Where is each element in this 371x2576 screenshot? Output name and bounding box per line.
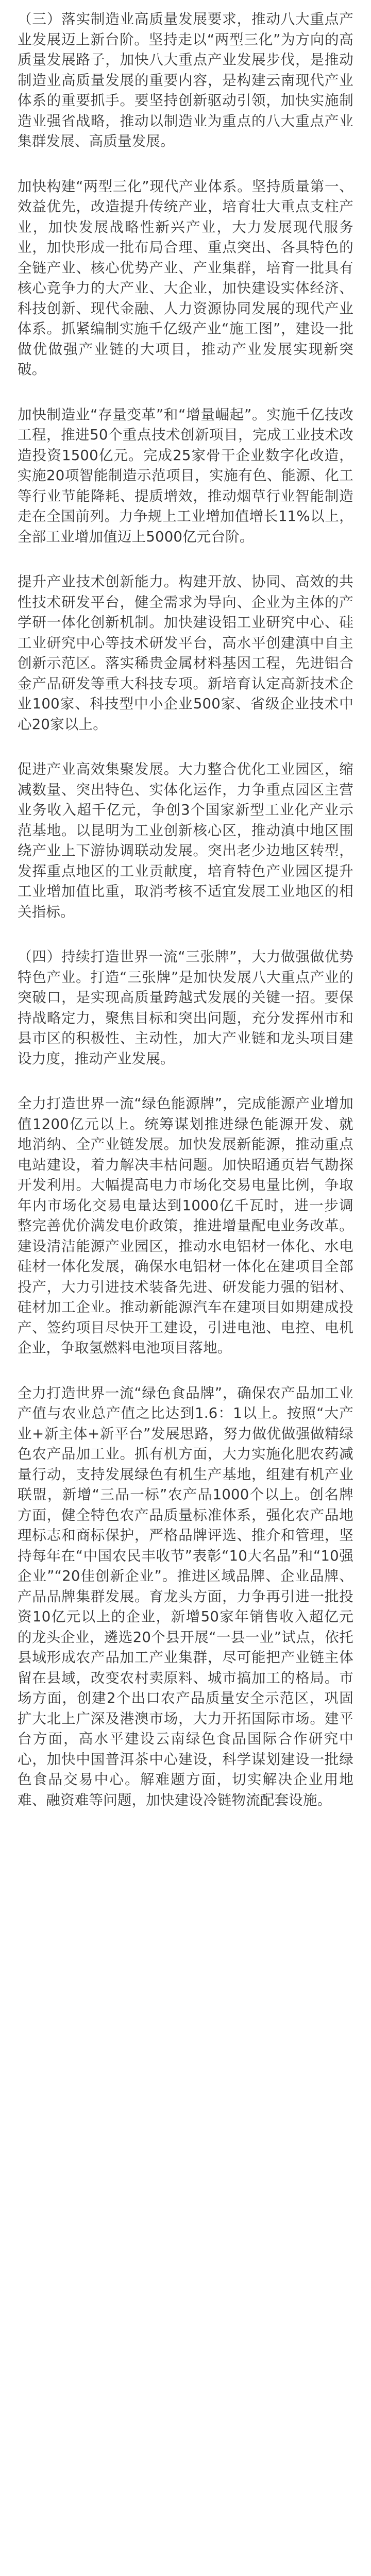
- paragraph-tech-innovation: 提升产业技术创新能力。构建开放、协同、高效的共性技术研发平台，健全需求为导向、企业为主体的产学研一体化创新机制。加快建设铝工业研究中心、硅工业研究中心等技术研发平台，高水平创建滇中自主创新示范区。落实稀贵金属材料基因工程，先进铝合金产品研发等重大科技专项。新培育认定高新技术企业100家、科技型中小企业500家、省级企业技术中心20家以上。: [18, 573, 353, 733]
- paragraph-section-4: （四）持续打造世界一流“三张牌”，大力做强做优势特色产业。打造“三张牌”是加快发展八大重点产业的突破口，是实现高质量跨越式发展的关键一招。要保持战略定力，聚焦目标和突出问题，充分发挥州市和县市区的积极性、主动性，加大产业链和龙头项目建设力度，推动产业发展。: [18, 948, 353, 1067]
- paragraph-modern-industry-system: 加快构建“两型三化”现代产业体系。坚持质量第一、效益优先，改造提升传统产业，培育壮大重点支柱产业，加快发展战略性新兴产业，大力发展现代服务业，加快形成一批布局合理、重点突出、各具特色的全链产业、核心优势产业、产业集群，培育一批具有核心竞争力的大产业、大企业，加快建设实体经济、科技创新、现代金融、人力资源协同发展的现代产业体系。抓紧编制实施千亿级产业“施工图”，建设一批做优做强产业链的大项目，推动产业发展实现新突破。: [18, 178, 353, 378]
- paragraph-green-energy: 全力打造世界一流“绿色能源牌”，完成能源产业增加值1200亿元以上。统筹谋划推进绿色能源开发、就地消纳、全产业链发展。加快发展新能源，推动重点电站建设，着力解决丰枯问题。加快昭通页岩气勘探开发利用。大幅提高电力市场化交易电量比例，争取年内市场化交易电量达到1000亿千瓦时，进一步调整完善优价满发电价政策，推进增量配电业务改革。建设清洁能源产业园区，推动水电铝材一体化、水电硅材一体化发展，确保水电铝材一体化在建项目全部投产，大力引进技术装备先进、研发能力强的铝材、硅材加工企业。推动新能源汽车在建项目如期建成投产、签约项目尽快开工建设，引进电池、电控、电机企业，争取氢燃料电池项目落地。: [18, 1095, 353, 1356]
- paragraph-manufacturing-transformation: 加快制造业“存量变革”和“增量崛起”。实施千亿技改工程，推进50个重点技术创新项目，完成工业技术改造投资1500亿元。完成25家骨干企业数字化改造，实施20项智能制造示范项目，实施有色、能源、化工等行业节能降耗、提质增效，推动烟草行业智能制造走在全国前列。力争规上工业增加值增长11%以上，全部工业增加值迈上5000亿元台阶。: [18, 406, 353, 545]
- paragraph-industry-clustering: 促进产业高效集聚发展。大力整合优化工业园区，缩减数量、突出特色、实体化运作，力争重点园区主营业务收入超千亿元，争创3个国家新型工业化产业示范基地。以昆明为工业创新核心区，推动滇中地区围绕产业上下游协调联动发展。突出老少边地区转型，发挥重点地区的工业贡献度，培育特色产业园区提升工业增加值比重，取消考核不适宜发展工业地区的相关指标。: [18, 761, 353, 920]
- paragraph-green-food: 全力打造世界一流“绿色食品牌”，确保农产品加工业产值与农业总产值之比达到1.6：1以上。按照“大产业+新主体+新平台”发展思路，努力做优做强做精绿色农产品加工业。抓有机方面，大力实施化肥农药减量行动，支持发展绿色有机生产基地，组建有机产业联盟，新增“三品一标”农产品1000个以上。创名牌方面，健全特色农产品质量标准体系，强化农产品地理标志和商标保护，严格品牌评选、推介和管理，坚持每年在“中国农民丰收节”表彰“10大名品”和“10强企业”“20佳创新企业”。推进区域品牌、企业品牌、产品品牌集群发展。育龙头方面，力争再引进一批投资10亿元以上的企业，新增50家年销售收入超亿元的龙头企业，遴选20个县开展“一县一业”试点，依托县域形成农产品加工产业集群，尽可能把产业链主体留在县域，改变农村卖原料、城市搞加工的格局。市场方面，创建2个出口农产品质量安全示范区，巩固扩大北上广深及港澳市场，大力开拓国际市场。建平台方面，高水平建设云南绿色食品国际合作研究中心，加快中国普洱茶中心建设，科学谋划建设一批绿色食品交易中心。解难题方面，切实解决企业用地难、融资难等问题，加快建设冷链物流配套设施。: [18, 1384, 353, 1808]
- paragraph-section-3: （三）落实制造业高质量发展要求，推动八大重点产业发展迈上新台阶。坚持走以“两型三化”为方向的高质量发展路子，加快八大重点产业发展步伐，是推动制造业高质量发展的重要内容，是构建云南现代产业体系的重要抓手。要坚持创新驱动引领，加快实施制造业强省战略，推动以制造业为重点的八大重点产业集群发展、高质量发展。: [18, 11, 353, 149]
